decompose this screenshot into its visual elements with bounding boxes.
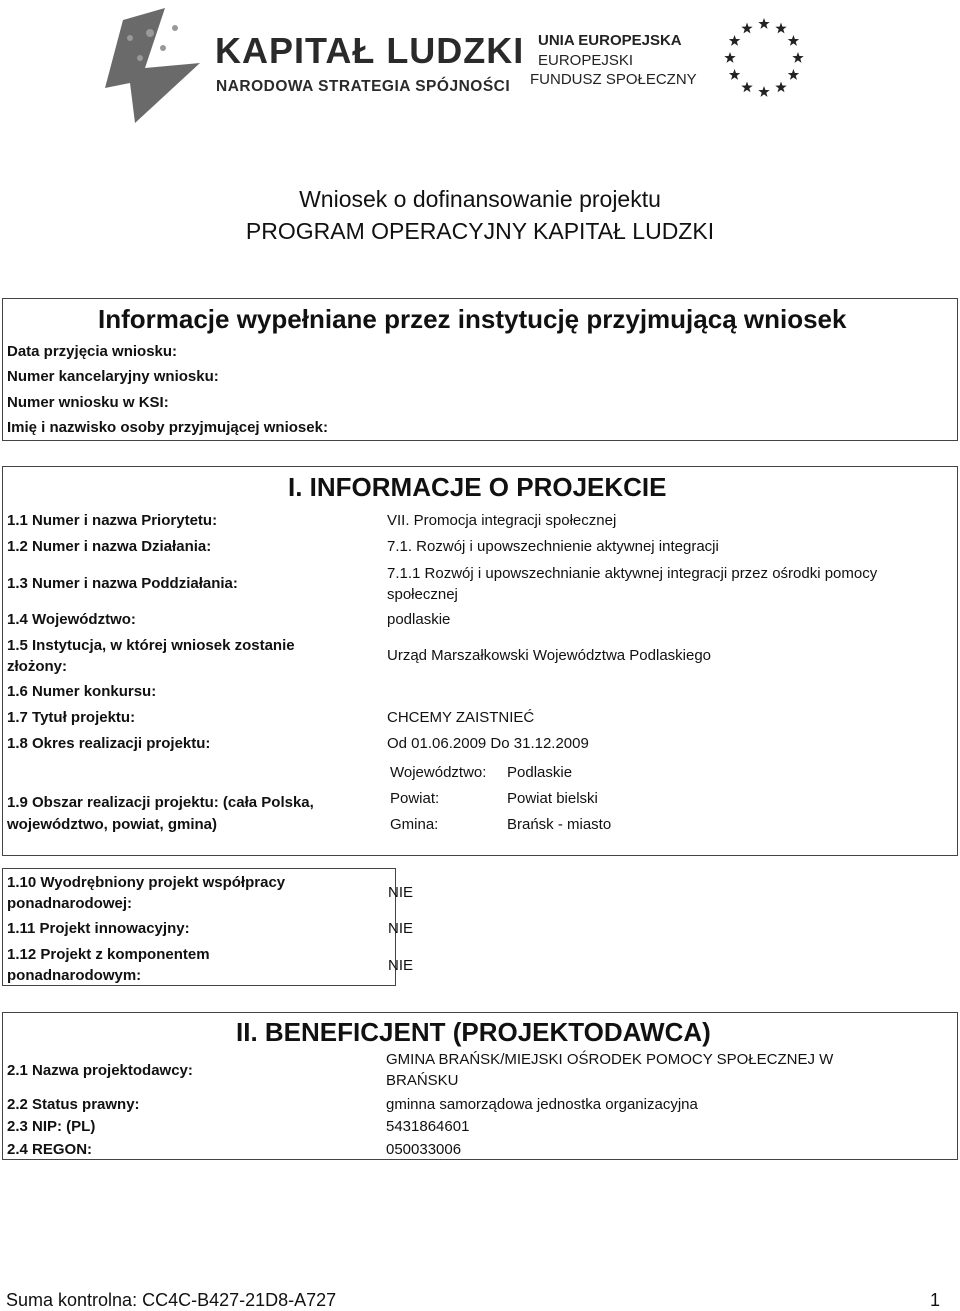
institution-value: Urząd Marszałkowski Województwa Podlaskiego: [387, 647, 712, 664]
eu-star-icon: [788, 69, 799, 80]
component-label-line1: 1.12 Projekt z komponentem: [7, 946, 210, 963]
area-voivodeship-key: Województwo:: [390, 764, 487, 781]
area-county-value: Powiat bielski: [507, 790, 598, 807]
applicant-name-line2: BRAŃSKU: [386, 1072, 459, 1089]
eu-star-icon: [788, 35, 799, 46]
ue-label-1: UNIA EUROPEJSKA: [538, 32, 682, 49]
kapital-ludzki-title: KAPITAŁ LUDZKI: [215, 30, 525, 71]
transnational-label-line1: 1.10 Wyodrębniony projekt współpracy: [7, 874, 286, 891]
eu-star-icon: [729, 69, 740, 80]
priority-label: 1.1 Numer i nazwa Priorytetu:: [7, 512, 218, 529]
area-label-line2: województwo, powiat, gmina): [7, 816, 217, 833]
subaction-value-line1: 7.1.1 Rozwój i upowszechnianie aktywnej integracji przez ośrodki pomocy: [387, 565, 878, 582]
contest-number-label: 1.6 Numer konkursu:: [7, 683, 157, 700]
reception-field-number: Numer kancelaryjny wniosku:: [7, 368, 219, 385]
section2-heading: II. BENEFICJENT (PROJEKTODAWCA): [236, 1017, 711, 1047]
document-title-line1: Wniosek o dofinansowanie projektu: [299, 186, 661, 212]
eu-star-icon: [775, 81, 786, 92]
voivodeship-value: podlaskie: [387, 611, 451, 628]
eu-star-icon: [792, 52, 803, 63]
institution-label-line1: 1.5 Instytucja, w której wniosek zostanie: [7, 637, 295, 654]
subaction-label: 1.3 Numer i nazwa Poddziałania:: [7, 575, 238, 592]
transnational-label-line2: ponadnarodowej:: [7, 895, 132, 912]
eu-star-icon: [741, 23, 752, 34]
period-label: 1.8 Okres realizacji projektu:: [7, 735, 211, 752]
checksum: Suma kontrolna: CC4C-B427-21D8-A727: [6, 1290, 337, 1310]
regon-value: 050033006: [386, 1141, 462, 1158]
transnational-value: NIE: [388, 884, 414, 901]
nip-value: 5431864601: [386, 1118, 470, 1135]
action-value: 7.1. Rozwój i upowszechnienie aktywnej integracji: [387, 538, 719, 555]
area-commune-value: Brańsk - miasto: [507, 816, 612, 833]
project-title-value: CHCEMY ZAISTNIEĆ: [387, 709, 535, 726]
priority-value: VII. Promocja integracji społecznej: [387, 512, 617, 529]
applicant-name-line1: GMINA BRAŃSK/MIEJSKI OŚRODEK POMOCY SPOŁECZNEJ W: [386, 1051, 834, 1068]
eu-star-icon: [729, 35, 740, 46]
applicant-name-label: 2.1 Nazwa projektodawcy:: [7, 1062, 193, 1079]
eu-star-icon: [758, 86, 769, 97]
area-commune-key: Gmina:: [390, 816, 439, 833]
eu-star-icon: [758, 18, 769, 29]
reception-field-person: Imię i nazwisko osoby przyjmującej wniosek:: [7, 419, 328, 436]
subaction-value-line2: społecznej: [387, 586, 458, 603]
voivodeship-label: 1.4 Województwo:: [7, 611, 136, 628]
section1-heading: I. INFORMACJE O PROJEKCIE: [288, 472, 667, 502]
ue-label-3: FUNDUSZ SPOŁECZNY: [530, 71, 697, 88]
page-number: 1: [930, 1290, 941, 1310]
innovative-value: NIE: [388, 920, 414, 937]
reception-heading: Informacje wypełniane przez instytucję przyjmującą wniosek: [98, 304, 847, 334]
project-title-label: 1.7 Tytuł projektu:: [7, 709, 136, 726]
nip-label: 2.3 NIP: (PL): [7, 1118, 96, 1135]
area-voivodeship-value: Podlaskie: [507, 764, 573, 781]
kapital-ludzki-subtitle: NARODOWA STRATEGIA SPÓJNOŚCI: [216, 78, 511, 95]
legal-status-label: 2.2 Status prawny:: [7, 1096, 140, 1113]
regon-label: 2.4 REGON:: [7, 1141, 93, 1158]
reception-field-ksi: Numer wniosku w KSI:: [7, 394, 169, 411]
component-value: NIE: [388, 957, 414, 974]
component-label-line2: ponadnarodowym:: [7, 967, 142, 984]
legal-status-value: gminna samorządowa jednostka organizacyjna: [386, 1096, 698, 1113]
eu-star-icon: [775, 23, 786, 34]
eu-star-icon: [741, 81, 752, 92]
area-county-key: Powiat:: [390, 790, 440, 807]
action-label: 1.2 Numer i nazwa Działania:: [7, 538, 212, 555]
institution-label-line2: złożony:: [7, 658, 67, 675]
document-title-line2: PROGRAM OPERACYJNY KAPITAŁ LUDZKI: [245, 218, 715, 244]
area-label-line1: 1.9 Obszar realizacji projektu: (cała Polska,: [7, 794, 314, 811]
period-value: Od 01.06.2009 Do 31.12.2009: [387, 735, 589, 752]
ue-label-2: EUROPEJSKI: [538, 52, 634, 69]
reception-field-date: Data przyjęcia wniosku:: [7, 343, 178, 360]
eu-stars-icon: [716, 10, 812, 106]
eu-star-icon: [724, 52, 735, 63]
innovative-label: 1.11 Projekt innowacyjny:: [7, 920, 190, 937]
